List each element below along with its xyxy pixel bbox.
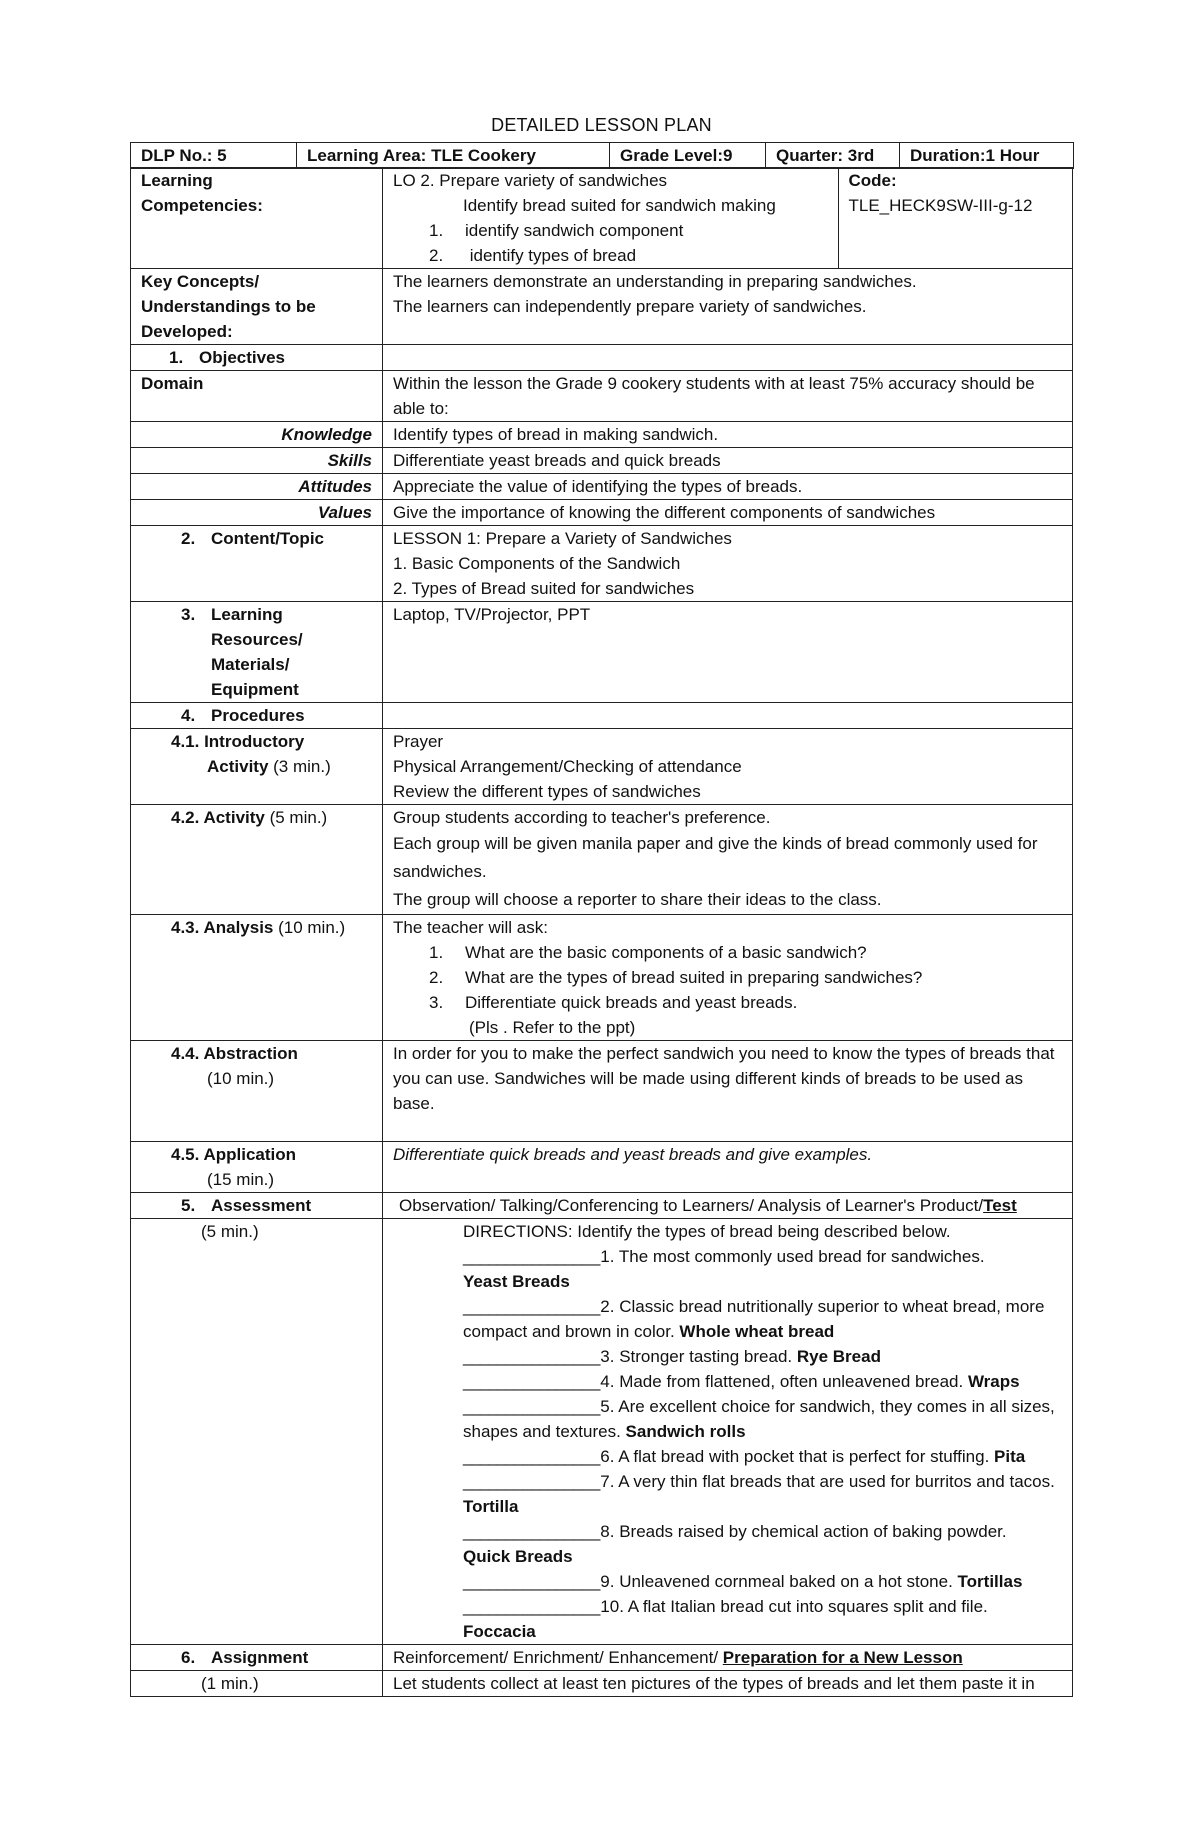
assignment-time: (1 min.): [131, 1671, 383, 1697]
knowledge-row: [131, 422, 1073, 448]
document-title: DETAILED LESSON PLAN: [491, 115, 712, 135]
activity-line-1: Group students according to teacher's preference.: [393, 808, 771, 827]
lesson-table: [130, 167, 1073, 1697]
header-table: [130, 142, 1074, 169]
attitudes-row: [131, 474, 1073, 500]
quiz-item-4: ________________4. Made from flattened, often unleavened bread. Wraps: [463, 1372, 1020, 1391]
quiz-answer-3: Rye Bread: [796, 1347, 881, 1366]
quiz-item-7: ________________7. A very thin flat breads that are used for burritos and tacos. Tortilla: [463, 1472, 1055, 1516]
duration: Duration:1 Hour: [900, 143, 1074, 169]
content-line-2: 1. Basic Components of the Sandwich: [393, 554, 681, 573]
domain-text: Within the lesson the Grade 9 cookery students with at least 75% accuracy should be able to:: [383, 371, 1073, 422]
learning-area: Learning Area: TLE Cookery: [297, 143, 610, 169]
quiz-item-8: ________________8. Breads raised by chemical action of baking powder.: [463, 1522, 1007, 1541]
assessment-detail-row: [131, 1219, 1073, 1645]
activity-time: (5 min.): [264, 808, 328, 827]
objectives-label: Objectives: [199, 348, 285, 367]
key-concepts-label-1: Key Concepts/: [141, 272, 260, 291]
quiz-answer-4: Wraps: [967, 1372, 1020, 1391]
key-concepts-label-2: Understandings to be: [141, 297, 316, 316]
activity-line-3: The group will choose a reporter to share their ideas to the class.: [393, 890, 882, 909]
competencies-row: [131, 168, 1073, 269]
abstraction-row: [131, 1041, 1073, 1142]
assessment-method-test: Test: [983, 1196, 1017, 1215]
abstraction-text: In order for you to make the perfect sandwich you need to know the types of breads that you can use. Sandwiches will be made using different kinds of breads to be used as base.: [383, 1041, 1073, 1142]
grade-level: Grade Level:9: [610, 143, 766, 169]
objectives-number: 1.: [169, 348, 184, 367]
assignment-label: Assignment: [211, 1648, 309, 1667]
values-text: Give the importance of knowing the different components of sandwiches: [383, 500, 1073, 526]
assessment-methods: Observation/ Talking/Conferencing to Learners/ Analysis of Learner's Product/: [399, 1196, 984, 1215]
quiz-item-10: ________________10. A flat Italian bread cut into squares split and file.: [463, 1597, 988, 1616]
intro-label-2: Activity: [207, 757, 269, 776]
resources-text: Laptop, TV/Projector, PPT: [383, 602, 1073, 703]
competency-objective: Identify bread suited for sandwich making: [463, 196, 776, 215]
quiz-answer-7: Tortilla: [463, 1497, 519, 1516]
intro-label-1: 4.1. Introductory: [171, 732, 305, 751]
quiz-item-1: ________________1. The most commonly used bread for sandwiches.: [463, 1247, 985, 1266]
analysis-note: (Pls . Refer to the ppt): [469, 1018, 636, 1037]
skills-label: Skills: [131, 448, 383, 474]
procedures-label: Procedures: [211, 706, 305, 725]
key-concept-line-2: The learners can independently prepare variety of sandwiches.: [393, 297, 867, 316]
introductory-row: [131, 729, 1073, 805]
assessment-row: [131, 1193, 1073, 1219]
skills-text: Differentiate yeast breads and quick breads: [383, 448, 1073, 474]
resources-label-4: Equipment: [211, 680, 299, 699]
assignment-row: [131, 1645, 1073, 1671]
analysis-question-2: 2. What are the types of bread suited in preparing sandwiches?: [429, 968, 923, 987]
quiz-block: [393, 1219, 1062, 1644]
values-row: [131, 500, 1073, 526]
domain-row: [131, 371, 1073, 422]
assignment-types: Reinforcement/ Enrichment/ Enhancement/: [393, 1648, 723, 1667]
skills-row: [131, 448, 1073, 474]
analysis-question-3: 3. Differentiate quick breads and yeast breads.: [429, 993, 798, 1012]
competencies-inner: [383, 168, 1072, 268]
content-line-1: LESSON 1: Prepare a Variety of Sandwiches: [393, 529, 732, 548]
intro-line-1: Prayer: [393, 732, 444, 751]
assignment-detail-row: [131, 1671, 1073, 1697]
quiz-answer-5: Sandwich rolls: [625, 1422, 746, 1441]
content-label: Content/Topic: [211, 529, 324, 548]
values-label: Values: [131, 500, 383, 526]
assessment-time: (5 min.): [131, 1219, 383, 1645]
quiz-answer-6: Pita: [994, 1447, 1026, 1466]
resources-label-1: Learning: [211, 605, 283, 624]
dlp-number: DLP No.: 5: [131, 143, 297, 169]
resources-label-2: Resources/: [211, 630, 303, 649]
analysis-row: [131, 915, 1073, 1041]
quiz-item-6: ________________6. A flat bread with pocket that is perfect for stuffing. Pita: [463, 1447, 1026, 1466]
analysis-intro: The teacher will ask:: [393, 918, 548, 937]
key-concept-line-1: The learners demonstrate an understanding in preparing sandwiches.: [393, 272, 917, 291]
application-label: 4.5. Application: [171, 1145, 297, 1164]
content-line-3: 2. Types of Bread suited for sandwiches: [393, 579, 695, 598]
analysis-time: (10 min.): [273, 918, 346, 937]
competency-item-2: 2. identify types of bread: [429, 246, 637, 265]
quiz-answer-2: Whole wheat bread: [679, 1322, 835, 1341]
intro-line-2: Physical Arrangement/Checking of attendance: [393, 757, 742, 776]
resources-number: 3.: [181, 605, 196, 624]
quarter: Quarter: 3rd: [766, 143, 900, 169]
procedures-row: [131, 703, 1073, 729]
activity-line-2: Each group will be given manila paper and give the kinds of bread commonly used for sandwiches.: [393, 834, 1038, 881]
abstraction-time: (10 min.): [207, 1069, 275, 1088]
objectives-row: [131, 345, 1073, 371]
procedures-number: 4.: [181, 706, 196, 725]
content-row: [131, 526, 1073, 602]
quiz-answer-10: Foccacia: [463, 1622, 536, 1641]
code-value: TLE_HECK9SW-III-g-12: [848, 196, 1033, 215]
application-time: (15 min.): [207, 1170, 275, 1189]
abstraction-label: 4.4. Abstraction: [171, 1044, 298, 1063]
quiz-item-9: ________________9. Unleavened cornmeal baked on a hot stone. Tortillas: [463, 1572, 1023, 1591]
learning-outcome: LO 2. Prepare variety of sandwiches: [393, 171, 668, 190]
competency-item-1: 1. identify sandwich component: [429, 221, 684, 240]
resources-row: [131, 602, 1073, 703]
analysis-question-1: 1. What are the basic components of a basic sandwich?: [429, 943, 867, 962]
key-concepts-row: [131, 269, 1073, 345]
intro-line-3: Review the different types of sandwiches: [393, 782, 701, 801]
attitudes-text: Appreciate the value of identifying the types of breads.: [383, 474, 1073, 500]
quiz-item-3: ________________3. Stronger tasting bread. Rye Bread: [463, 1347, 881, 1366]
activity-label: 4.2. Activity: [171, 808, 265, 827]
assessment-label: Assessment: [211, 1196, 312, 1215]
resources-label-3: Materials/: [211, 655, 290, 674]
assignment-text: Let students collect at least ten pictures of the types of breads and let them paste it in: [383, 1671, 1073, 1697]
analysis-label: 4.3. Analysis: [171, 918, 274, 937]
assessment-number: 5.: [181, 1196, 196, 1215]
assignment-number: 6.: [181, 1648, 196, 1667]
attitudes-label: Attitudes: [131, 474, 383, 500]
content-number: 2.: [181, 529, 196, 548]
code-label: Code:: [848, 171, 897, 190]
quiz-item-5: ________________5. Are excellent choice for sandwich, they comes in all sizes, shapes and textures. Sandwich rolls: [463, 1397, 1055, 1441]
key-concepts-label-3: Developed:: [141, 322, 233, 341]
knowledge-text: Identify types of bread in making sandwich.: [383, 422, 1073, 448]
application-row: [131, 1142, 1073, 1193]
quiz-answer-9: Tortillas: [957, 1572, 1023, 1591]
quiz-answer-1: Yeast Breads: [463, 1272, 570, 1291]
domain-label: Domain: [131, 371, 383, 422]
quiz-answer-8: Quick Breads: [463, 1547, 573, 1566]
quiz-item-2: ________________2. Classic bread nutritionally superior to wheat bread, more compact and brown in color. Whole wheat bread: [463, 1297, 1045, 1341]
intro-time: (3 min.): [268, 757, 331, 776]
activity-row: [131, 805, 1073, 915]
assignment-type-emph: Preparation for a New Lesson: [722, 1648, 963, 1667]
quiz-directions: DIRECTIONS: Identify the types of bread being described below.: [463, 1222, 951, 1241]
application-text: Differentiate quick breads and yeast breads and give examples.: [383, 1142, 1073, 1193]
knowledge-label: Knowledge: [131, 422, 383, 448]
competencies-label-2: Competencies:: [141, 196, 263, 215]
competencies-label-1: Learning: [141, 171, 213, 190]
